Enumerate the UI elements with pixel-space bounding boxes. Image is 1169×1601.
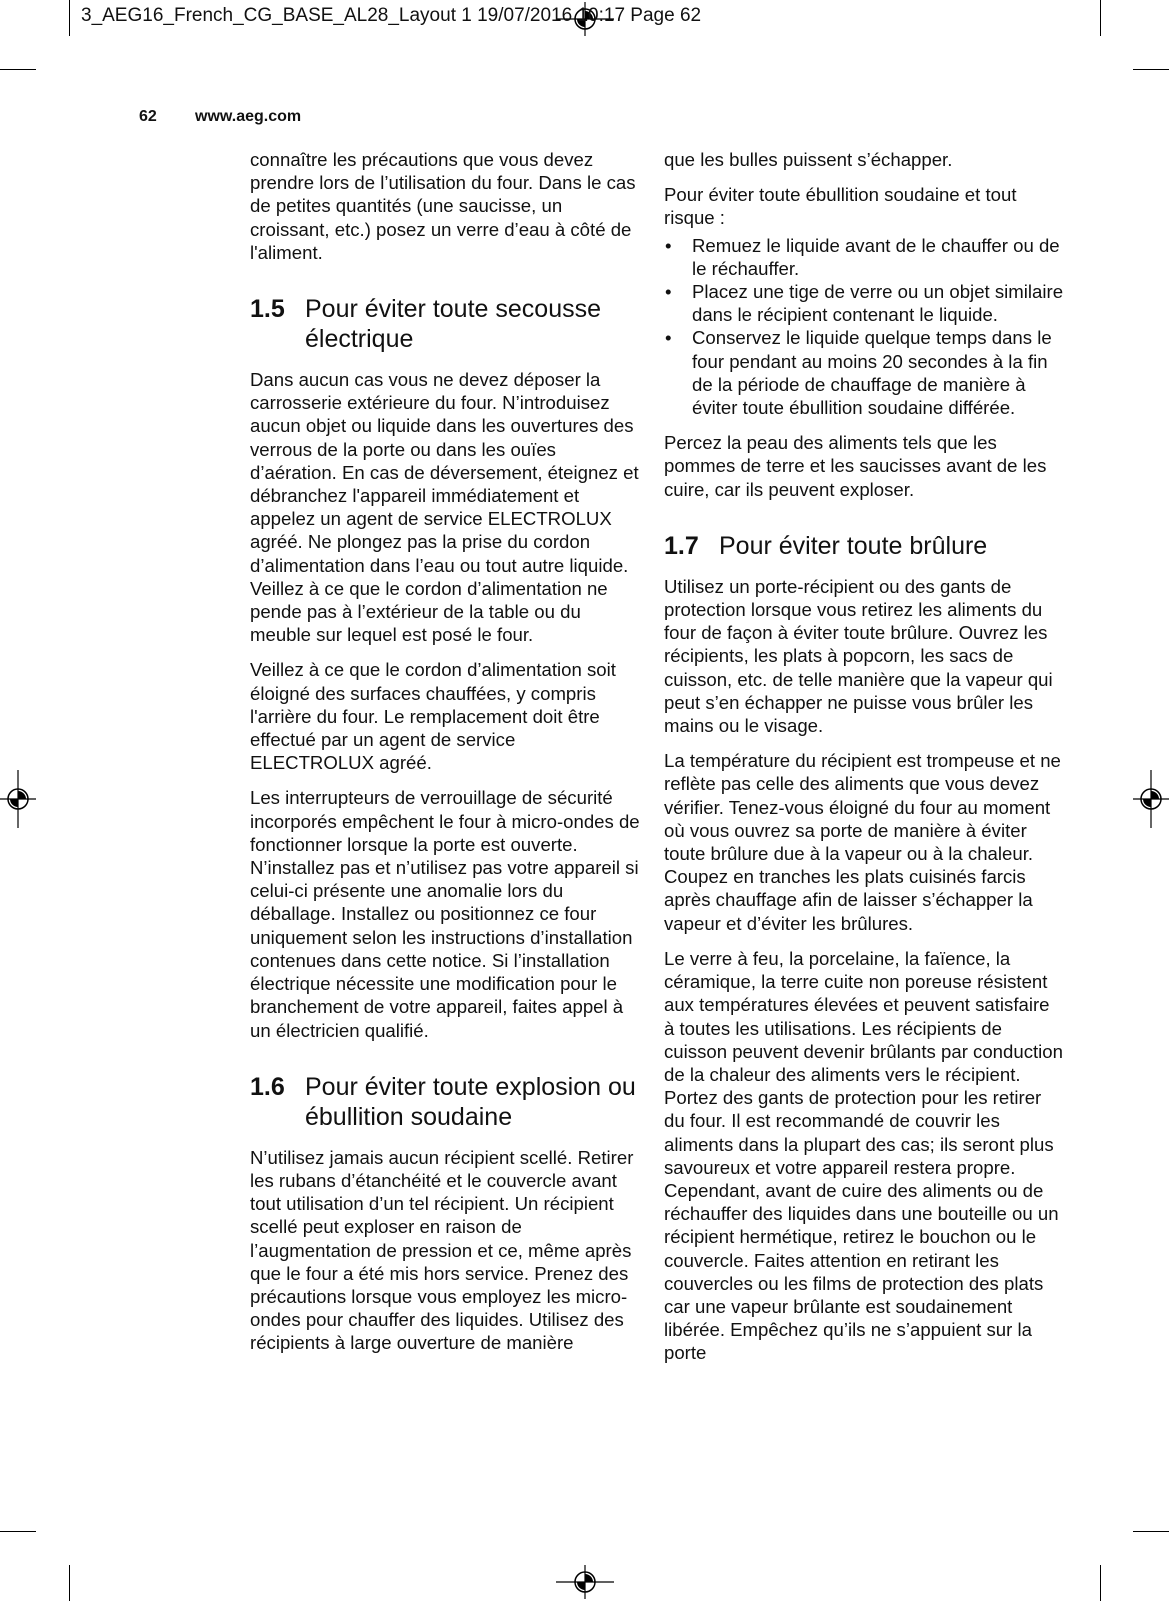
crop-mark-bottom-right-v [1100, 1565, 1101, 1601]
registration-mark-left-icon [0, 770, 36, 828]
paragraph-pierce: Percez la peau des aliments tels que les pommes de terre et les saucisses avant de les cuire, car ils peuvent exploser. [664, 432, 1047, 500]
registration-mark-right-icon [1133, 770, 1169, 828]
section-number: 1.5 [250, 295, 285, 324]
crop-mark-bottom-left-v [69, 1565, 70, 1601]
paragraph-continued: que les bulles puissent s’échapper. [664, 149, 953, 170]
list-item [664, 280, 1064, 326]
left-column [250, 148, 642, 1367]
section-number: 1.7 [664, 531, 699, 560]
crop-mark-bottom-left-h [0, 1531, 36, 1532]
crop-mark-bottom-right-h [1133, 1531, 1169, 1532]
crop-mark-top-right-h [1133, 69, 1169, 70]
paragraph-burn-1: Utilisez un porte-récipient ou des gants de protection lorsque vous retirez les aliments du four de façon à éviter toute brûlure. Ouvrez les récipients, les plats à popcorn, les sacs de cuisson, etc. de telle manière que la vapeur qui peut s’en échapper ne puisse vous brûler les mains ou le visage. [664, 575, 1053, 737]
list-item-text: Conservez le liquide quelque temps dans le four pendant au moins 20 secondes à la fin de la période de chauffage de manière à éviter toute ébullition soudaine différée. [692, 327, 1052, 419]
list-item-text: Remuez le liquide avant de le chauffer ou de le réchauffer. [692, 234, 1060, 279]
paragraph-electric-1: Dans aucun cas vous ne devez déposer la carrosserie extérieure du four. N’introduisez aucun objet ou liquide dans les ouvertures des verrous de la porte ou dans les ouïes d’aération. En cas de déversement, éteignez et débranchez l'appareil immédiatement et appelez un agent de service ELECTROLUX agréé. Ne plongez pas la prise du cordon d’alimentation dans l’eau ou tout autre liquide. Veillez à ce que le cordon d’alimentation ne pende pas à l’extérieur de la table ou du meuble sur lequel est posé le four. [250, 369, 639, 646]
section-heading-1-5 [250, 294, 642, 354]
paragraph-burn-2: La température du récipient est trompeuse et ne reflète pas celle des aliments que vous devez vérifier. Tenez-vous éloigné du four au moment où vous ouvrez sa porte de manière à éviter toute brûlure due à la vapeur ou à la chaleur. Coupez en tranches les plats cuisinés farcis après chauffage afin de laisser s’échapper la vapeur et d’éviter les brûlures. [664, 750, 1061, 934]
right-column [664, 148, 1064, 1377]
list-item [664, 234, 1064, 280]
crop-mark-top-left-h [0, 69, 36, 70]
paragraph-electric-2: Veillez à ce que le cordon d’alimentation soit éloigné des surfaces chauffées, y compris l'arrière du four. Le remplacement doit être effectué par un agent de service ELECTROLUX agréé. [250, 659, 616, 774]
section-title: Pour éviter toute brûlure [719, 531, 988, 560]
bullet-icon: • [665, 281, 672, 303]
paragraph-electric-3: Les interrupteurs de verrouillage de sécurité incorporés empêchent le four à micro-ondes de fonctionner lorsque la porte est ouverte. N’installez pas et n’utilisez pas votre appareil si celui-ci présente une anomalie lors du déballage. Installez ou positionnez ce four uniquement selon les instructions d’installation contenues dans cette notice. Si l’installation électrique nécessite une modification pour le branchement de votre appareil, faites appel à un électricien qualifié. [250, 787, 640, 1041]
paragraph-burn-3: Le verre à feu, la porcelaine, la faïence, la céramique, la terre cuite non poreuse résistent aux températures élevées et peuvent satisfaire à toutes les utilisations. Les récipients de cuisson peuvent devenir brûlants par conduction de la chaleur des aliments vers le récipient. Portez des gants de protection pour les retirer du four. Il est recommandé de couvrir les aliments dans la plupart des cas; ils seront plus savoureux et votre appareil restera propre. Cependant, avant de cuire des aliments ou de réchauffer des liquides dans une bouteille ou un récipient hermétique, retirez le bouchon ou le couvercle. Faites attention en retirant les couvercles ou les films de protection des plats car une vapeur brûlante est soudainement libérée. Empêchez qu’ils ne s’appuient sur la porte [664, 947, 1063, 1364]
list-item-text: Placez une tige de verre ou un objet similaire dans le récipient contenant le liquide. [692, 281, 1064, 326]
paragraph-explosion-1: N’utilisez jamais aucun récipient scellé. Retirer les rubans d’étanchéité et le couvercle avant tout utilisation d’un tel récipient. Un récipient scellé peut exploser en raison de l’augmentation de pression et ce, même après que le four a été mis hors service. Prenez des précautions lorsque vous employez les micro-ondes pour chauffer des liquides. Utilisez des récipients à large ouverture de manière [250, 1146, 634, 1354]
paragraph-intro: connaître les précautions que vous devez prendre lors de l’utilisation du four. Dans le cas de petites quantités (une saucisse, un croissant, etc.) posez un verre d’eau à côté de l'aliment. [250, 149, 636, 263]
section-title: Pour éviter toute secousse électrique [305, 295, 601, 354]
website-url: www.aeg.com [195, 108, 302, 125]
paragraph-list-intro: Pour éviter toute ébullition soudaine et tout risque : [664, 184, 1017, 229]
crop-mark-top-left-v [69, 0, 70, 36]
page-number: 62 [139, 108, 157, 125]
precaution-list [664, 234, 1064, 420]
section-title: Pour éviter toute explosion ou ébullition soudaine [305, 1072, 636, 1131]
section-number: 1.6 [250, 1072, 285, 1101]
bullet-icon: • [665, 234, 672, 256]
list-item [664, 326, 1064, 419]
section-heading-1-6 [250, 1072, 642, 1132]
print-slug: 3_AEG16_French_CG_BASE_AL28_Layout 1 19/07/2016 10:17 Page 62 [81, 5, 702, 26]
bullet-icon: • [665, 327, 672, 349]
crop-mark-top-right-v [1100, 0, 1101, 36]
registration-mark-bottom-icon [556, 1565, 614, 1599]
section-heading-1-7 [664, 531, 1064, 561]
